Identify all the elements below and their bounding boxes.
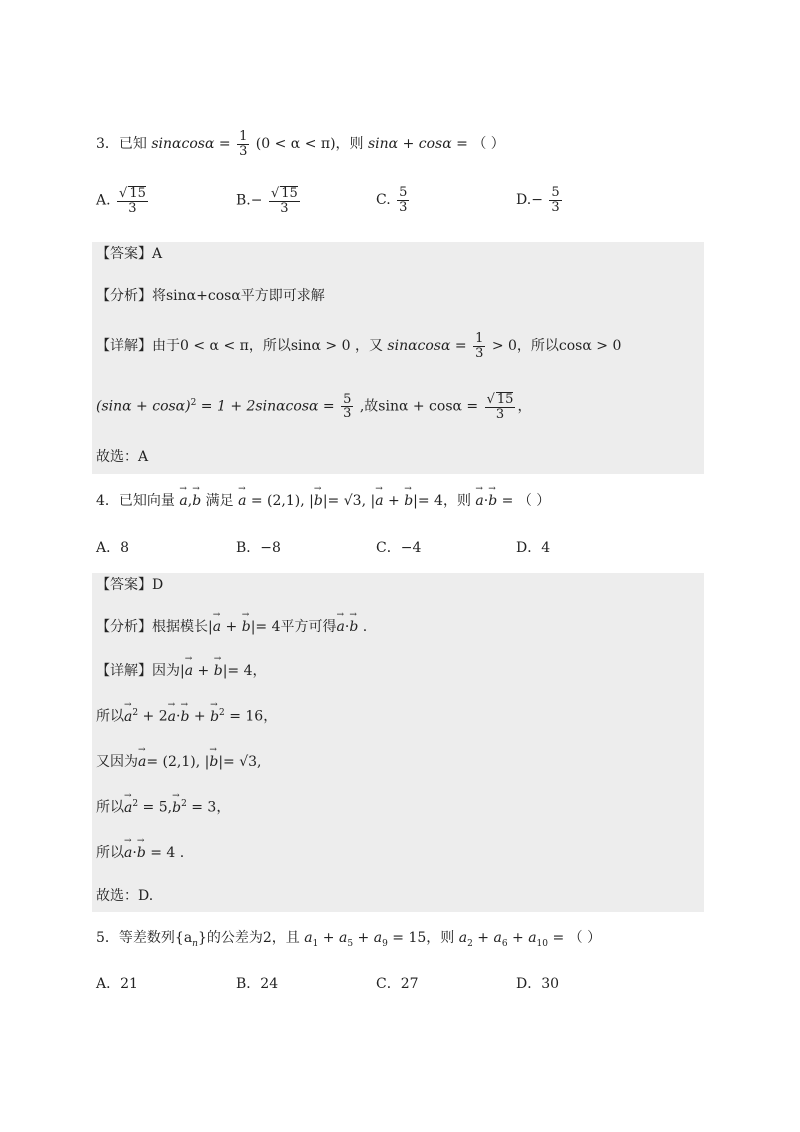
q3-fraction: $\frac{1}{3}$ — [239, 129, 248, 159]
q3-stem — [96, 130, 505, 158]
q3-chosen: 故选：A — [96, 449, 149, 465]
q4-step4: 所以→ a·→ b = 4 . — [96, 846, 184, 860]
q4-answer: 【答案】D — [96, 577, 164, 593]
q3-detail-line1: 【详解】由于0 < α < π，所以sinα > 0 ，又 sinαcosα = $\frac{1}{3}$ > 0，所以cosα > 0 — [96, 331, 622, 361]
q4-chosen: 故选：D. — [96, 888, 154, 904]
q4-step2: 又因为→ a= (2,1), |→ b|= √3, — [96, 755, 262, 769]
q3-option-b: B.− $\frac{√ 15}{3}$ — [236, 186, 298, 216]
q5-option-c: C．27 — [376, 976, 419, 992]
q3-range: (0 < α < π) — [255, 136, 336, 153]
q3-option-d: D.− $\frac{5}{3}$ — [516, 185, 560, 215]
q5-option-b: B．24 — [236, 976, 279, 992]
q3-blank: （ ） — [472, 136, 505, 153]
q3-stem-prefix: 3．已知 — [96, 136, 147, 153]
q4-option-c: C．−4 — [376, 540, 422, 556]
q4-step3: 所以→ $a^2 = 5,\to b^2 = 3$， — [96, 800, 230, 815]
q4-stem: 4．已知向量 → a,→ b 满足 → a = (2,1), |→ b|= √3, |→ a + → b|= 4，则 → a·→ b = （ ） — [96, 494, 550, 508]
q3-detail-line2: $(\sin\alpha + \cos\alpha)^2 = 1 + 2\sin\alpha\cos\alpha$ = $\frac{5}{3}$ ,故sinα + cosα = $\frac{√ 15}{3}$ ， — [96, 391, 532, 422]
q3-option-c: C. $\frac{5}{3}$ — [376, 185, 408, 215]
q3-answer: 【答案】A — [96, 246, 163, 262]
q4-option-b: B．−8 — [236, 540, 281, 556]
q3-analysis: 【分析】将sinα+cosα平方即可求解 — [96, 288, 325, 304]
q3-condition: sinαcosα = — [151, 136, 231, 153]
q4-detail: 【详解】因为|→ a + → b|= 4， — [96, 664, 267, 678]
q5-option-d: D．30 — [516, 976, 560, 992]
q4-option-a: A．8 — [96, 540, 130, 556]
q3-option-a: A. $\frac{√ 15}{3}$ — [96, 186, 146, 216]
q5-stem: 5．等差数列$\{a_n\}$的公差为2，且 $a_1 + a_5 + a_9 = 15$，则 $a_2 + a_6 + a_{10}$ = （ ） — [96, 930, 602, 949]
q4-analysis: 【分析】根据模长|→ a + → b|= 4平方可得→ a·→ b . — [96, 620, 367, 634]
q3-ask: sinα + cosα = — [368, 136, 468, 153]
q3-stem-mid: ，则 — [335, 136, 364, 153]
q4-option-d: D．4 — [516, 540, 551, 556]
q4-step1: 所以→ $a^2 + 2\to a\cdot\to b$ + → $b^2 = 16$， — [96, 709, 277, 724]
q5-option-a: A．21 — [96, 976, 138, 992]
